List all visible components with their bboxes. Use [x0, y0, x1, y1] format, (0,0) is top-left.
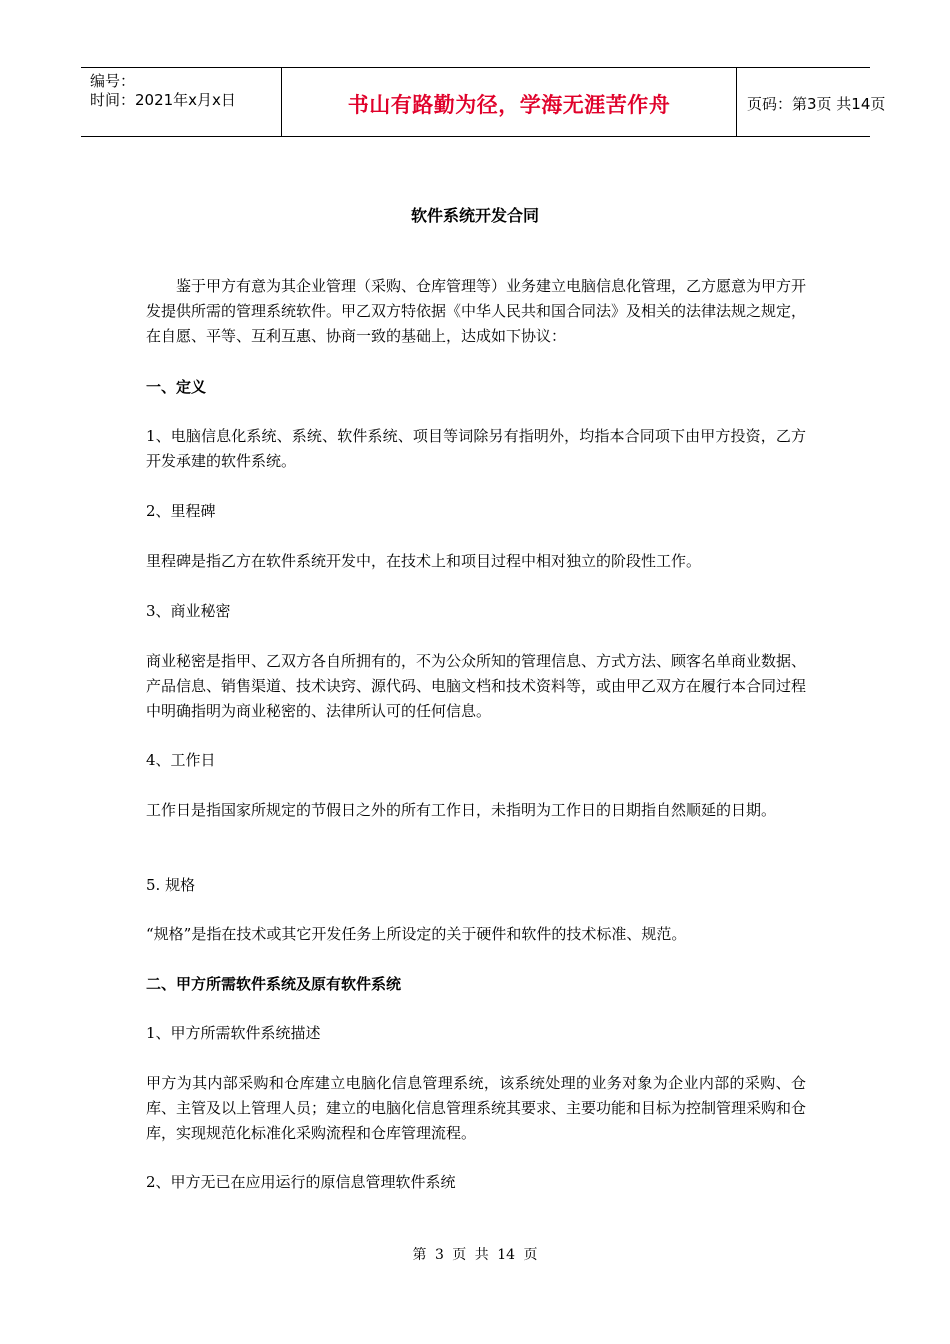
header-middle-cell	[282, 68, 737, 136]
definition-2-heading: 2、里程碑	[146, 502, 216, 520]
document-title: 软件系统开发合同	[410, 206, 539, 225]
document-time-label: 时间：2021年x月x日	[90, 91, 236, 109]
header-table	[81, 67, 886, 137]
definition-4-heading: 4、工作日	[146, 751, 216, 769]
definition-3-paragraph: 商业秘密是指甲、乙双方各自所拥有的，不为公众所知的管理信息、方式方法、顾客名单商业数据、产品信息、销售渠道、技术诀窍、源代码、电脑文档和技术资料等，或由甲乙双方在履行本合同过程中明确指明为商业秘密的、法律所认可的任何信息。	[146, 652, 807, 720]
header-motto: 书山有路勤为径，学海无涯苦作舟	[347, 93, 671, 117]
system-description-heading: 1、甲方所需软件系统描述	[146, 1024, 321, 1042]
definition-1-paragraph: 1、电脑信息化系统、系统、软件系统、项目等词除另有指明外，均指本合同项下由甲方投资，乙方开发承建的软件系统。	[146, 427, 806, 470]
section-heading-definitions: 一、定义	[146, 378, 207, 396]
definition-4-paragraph: 工作日是指国家所规定的节假日之外的所有工作日，未指明为工作日的日期指自然顺延的日期。	[146, 801, 777, 819]
definition-5-heading: 5. 规格	[146, 876, 196, 894]
preamble-paragraph: 鉴于甲方有意为其企业管理（采购、仓库管理等）业务建立电脑信息化管理，乙方愿意为甲方开发提供所需的管理系统软件。甲乙双方特依据《中华人民共和国合同法》及相关的法律法规之规定，在自愿、平等、互利互惠、协商一致的基础上，达成如下协议：	[146, 277, 807, 345]
system-description-paragraph: 甲方为其内部采购和仓库建立电脑化信息管理系统，该系统处理的业务对象为企业内部的采购、仓库、主管及以上管理人员；建立的电脑化信息管理系统其要求、主要功能和目标为控制管理采购和仓库，实现规范化标准化采购流程和仓库管理流程。	[146, 1074, 807, 1142]
definition-3-heading: 3、商业秘密	[146, 602, 231, 620]
header-page-number: 页码：第3页 共14页	[747, 95, 886, 113]
header-left-cell	[81, 68, 282, 136]
header-right-cell	[737, 68, 886, 136]
footer-page-number: 第 3 页 共 14 页	[412, 1247, 538, 1263]
existing-system-heading: 2、甲方无已在应用运行的原信息管理软件系统	[146, 1173, 456, 1191]
section-heading-software-systems: 二、甲方所需软件系统及原有软件系统	[146, 975, 402, 993]
definition-2-paragraph: 里程碑是指乙方在软件系统开发中，在技术上和项目过程中相对独立的阶段性工作。	[146, 552, 702, 570]
document-number-label: 编号：	[90, 72, 136, 90]
definition-5-paragraph: “规格”是指在技术或其它开发任务上所设定的关于硬件和软件的技术标准、规范。	[146, 925, 687, 943]
